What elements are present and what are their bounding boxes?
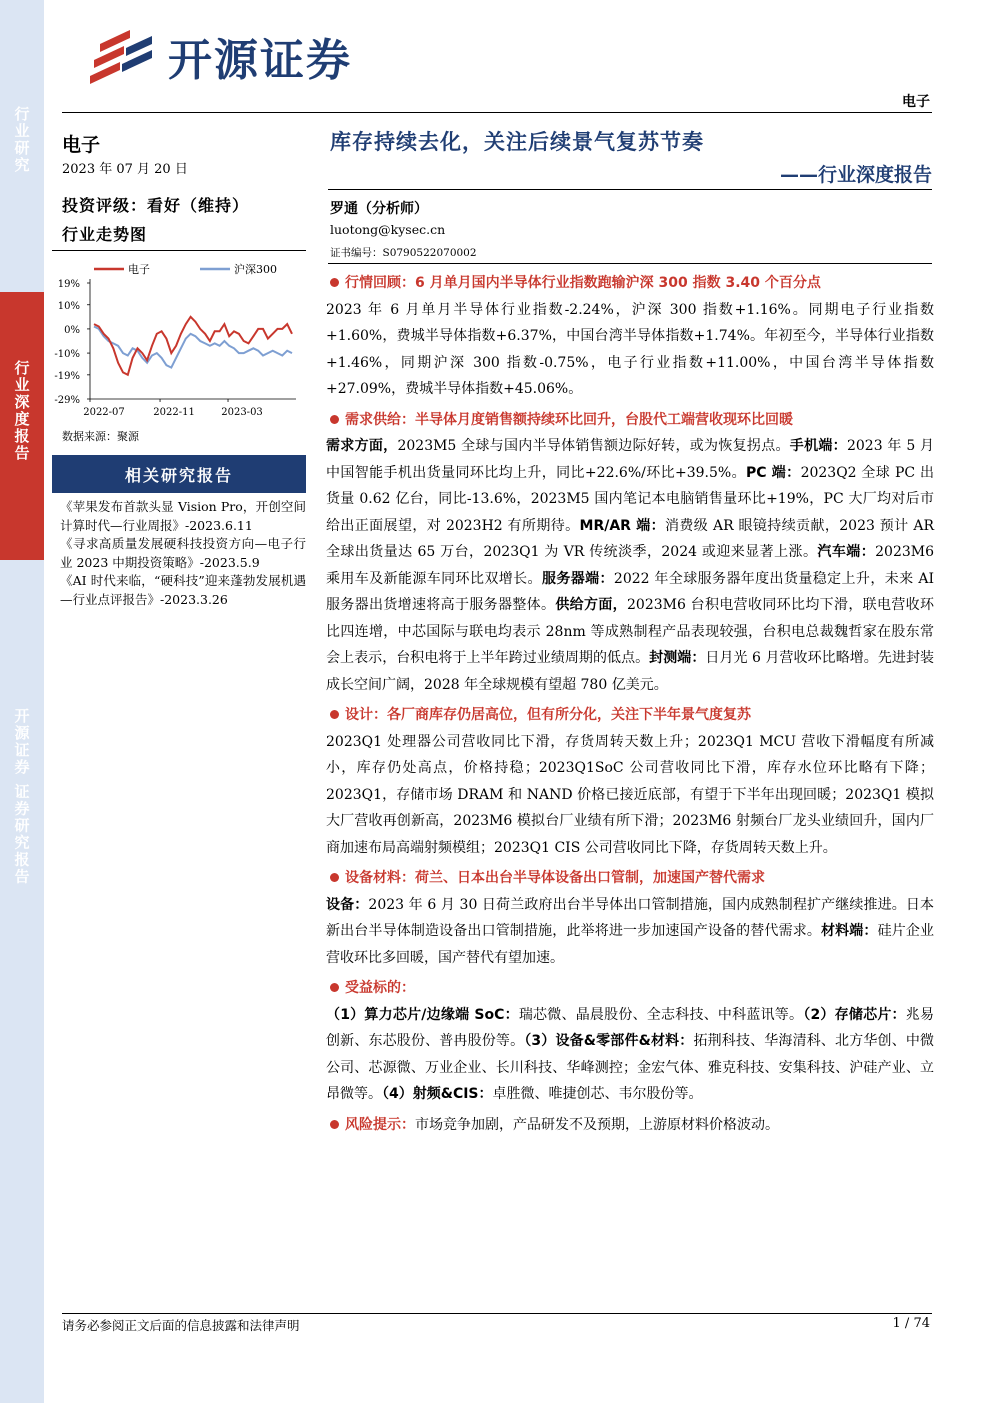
section-text-equipment-materials: 设备：2023 年 6 月 30 日荷兰政府出台半导体出口管制措施，国内成熟制程扩产继续推进。日本新出台半导体制造设备出口管制措施，此举将进一步加速国产设备的替代需求。材料端：硅片企业营收环比多回暖，国产替代有望加速。	[326, 896, 935, 966]
section-heading-market-review: 行情回顾：6 月单月国内半导体行业指数跑输沪深 300 指数 3.40 个百分点	[326, 270, 934, 297]
series-line-csi300	[94, 327, 292, 368]
section-text-beneficiaries: （1）算力芯片/边缘端 SoC：瑞芯微、晶晨股份、全志科技、中科蓝讯等。（2）存储芯片：兆易创新、东芯股份、普冉股份等。（3）设备&零部件&材料：拓荆科技、华海清科、北方华创、中微公司、芯源微、万业企业、长川科技、华峰测控；金宏气体、雅克科技、安集科技、沪硅产业、立昂微等。（4）射频&CIS：卓胜微、唯捷创芯、韦尔股份等。	[326, 1006, 935, 1102]
page-number: 1 / 74	[892, 1316, 930, 1331]
y-tick-label: 10%	[57, 300, 80, 312]
y-tick-label: 0%	[64, 324, 80, 336]
brand-mark-icon	[86, 26, 156, 86]
section-heading-beneficiaries: 受益标的：	[326, 975, 934, 1002]
report-title: 库存持续去化，关注后续景气复苏节奏	[330, 130, 704, 154]
related-report-item[interactable]: 《寻求高质量发展硬科技投资方向—电子行业 2023 中期投资策略》-2023.5.9	[60, 536, 306, 570]
x-tick-label: 2022-07	[83, 407, 125, 418]
brand-logo	[86, 24, 352, 88]
analyst-cert-number: 证书编号：S0790522070002	[330, 247, 477, 259]
section-heading-supply-demand: 需求供给：半导体月度销售额持续环比回升，台股代工端营收现环比回暖	[326, 407, 934, 434]
report-body	[326, 270, 934, 1138]
side-label-publisher: 开源证券 证券研究报告	[12, 708, 31, 886]
y-tick-label: -29%	[54, 395, 80, 406]
header-rule	[62, 112, 932, 113]
related-reports-title: 相关研究报告	[52, 455, 306, 493]
bullet-icon	[330, 873, 339, 882]
x-tick-label: 2022-11	[153, 407, 195, 418]
section-text-supply-demand: 需求方面，2023M5 全球与国内半导体销售额边际好转，或为恢复拐点。手机端：2023 年 5 月中国智能手机出货量同环比均上升，同比+22.6%/环比+39.5%。PC 端：2023Q2 全球 PC 出货量 0.62 亿台，同比-13.6%，2023M5 国内笔记本电脑销售量环比+19%，PC 大厂均对后市给出正面展望，对 2023H2 有所期待。MR/AR 端：消费级 AR 眼镜持续贡献，2023 预计 AR 全球出货量达 65 万台，2023Q1 为 VR 传统淡季，2024 或迎来显著上涨。汽车端：2023M6 乘用车及新能源车同环比双增长。服务器端：2022 年全球服务器年度出货量稳定上升，未来 AI 服务器出货增速将高于服务器整体。供给方面，2023M6 台积电营收同环比均下滑，联电营收环比四连增，中芯国际与联电均表示 28nm 等成熟制程产品表现较强，台积电总裁魏哲家在股东常会上表示，台积电将于上半年跨过业绩周期的低点。封测端：日月光 6 月营收环比略增。先进封装成长空间广阔，2028 年全球规模有望超 780 亿美元。	[326, 438, 935, 693]
side-band	[0, 0, 44, 1403]
related-report-item[interactable]: 《AI 时代来临，“硬科技”迎来蓬勃发展机遇—行业点评报告》-2023.3.26	[60, 573, 306, 607]
risk-warning: 风险提示：市场竞争加剧，产品研发不及预期，上游原材料价格波动。	[326, 1112, 934, 1139]
series-line-electronics	[94, 317, 292, 375]
y-tick-label: -19%	[54, 370, 80, 382]
header-sector-tag: 电子	[902, 94, 930, 110]
analyst-rule	[328, 263, 932, 264]
bullet-icon	[330, 278, 339, 287]
footer-rule	[62, 1313, 932, 1314]
x-tick-label: 2023-03	[221, 407, 263, 418]
related-reports-list	[60, 498, 306, 609]
sector-name: 电子	[62, 134, 101, 156]
data-source: 数据来源：聚源	[62, 430, 139, 443]
trend-chart-svg	[52, 251, 306, 426]
analyst-email[interactable]: luotong@kysec.cn	[330, 222, 446, 237]
report-subtitle: ——行业深度报告	[779, 164, 932, 186]
legend-label: 沪深300	[234, 263, 277, 276]
investment-rating: 投资评级：看好（维持）	[62, 196, 250, 215]
bullet-icon	[330, 1120, 339, 1129]
bullet-icon	[330, 710, 339, 719]
footer-disclaimer: 请务必参阅正文后面的信息披露和法律声明	[62, 1318, 300, 1333]
section-text-design: 2023Q1 处理器公司营收同比下滑，存货周转天数上升；2023Q1 MCU 营收下滑幅度有所减小，库存仍处高点，价格持稳；2023Q1SoC 公司营收同比下滑，库存水位环比略有下降；2023Q1，存储市场 DRAM 和 NAND 价格已接近底部，有望于下半年出现回暖；2023Q1 模拟大厂营收再创新高，2023M6 模拟台厂业绩有所下滑；2023M6 射频台厂龙头业绩回升，国内厂商加速布局高端射频模组；2023Q1 CIS 公司营收同比下降，存货周转天数上升。	[326, 733, 934, 856]
report-date: 2023 年 07 月 20 日	[62, 162, 188, 177]
brand-name: 开源证券	[168, 35, 352, 86]
legend-label: 电子	[128, 263, 150, 276]
analyst-name: 罗通（分析师）	[330, 201, 428, 217]
bullet-icon	[330, 415, 339, 424]
trend-chart-title: 行业走势图	[62, 225, 148, 244]
side-label-industry-research: 行业研究	[12, 106, 31, 174]
trend-chart	[52, 250, 306, 425]
y-tick-label: -10%	[54, 349, 80, 361]
section-heading-design: 设计：各厂商库存仍居高位，但有所分化，关注下半年景气度复苏	[326, 702, 934, 729]
title-rule	[328, 189, 932, 190]
section-heading-equipment-materials: 设备材料：荷兰、日本出台半导体设备出口管制，加速国产替代需求	[326, 865, 934, 892]
side-label-report-type: 行业深度报告	[0, 292, 44, 560]
related-report-item[interactable]: 《苹果发布首款头显 Vision Pro，开创空间计算时代—行业周报》-2023.6.11	[60, 499, 306, 533]
y-tick-label: 19%	[57, 279, 80, 290]
section-text-market-review: 2023 年 6 月单月半导体行业指数-2.24%，沪深 300 指数+1.16%。同期电子行业指数+1.60%，费城半导体指数+6.37%，中国台湾半导体指数+1.74%。年初至今，半导体行业指数+1.46%，同期沪深 300 指数-0.75%，电子行业指数+11.00%，中国台湾半导体指数+27.09%，费城半导体指数+45.06%。	[326, 301, 934, 397]
bullet-icon	[330, 983, 339, 992]
